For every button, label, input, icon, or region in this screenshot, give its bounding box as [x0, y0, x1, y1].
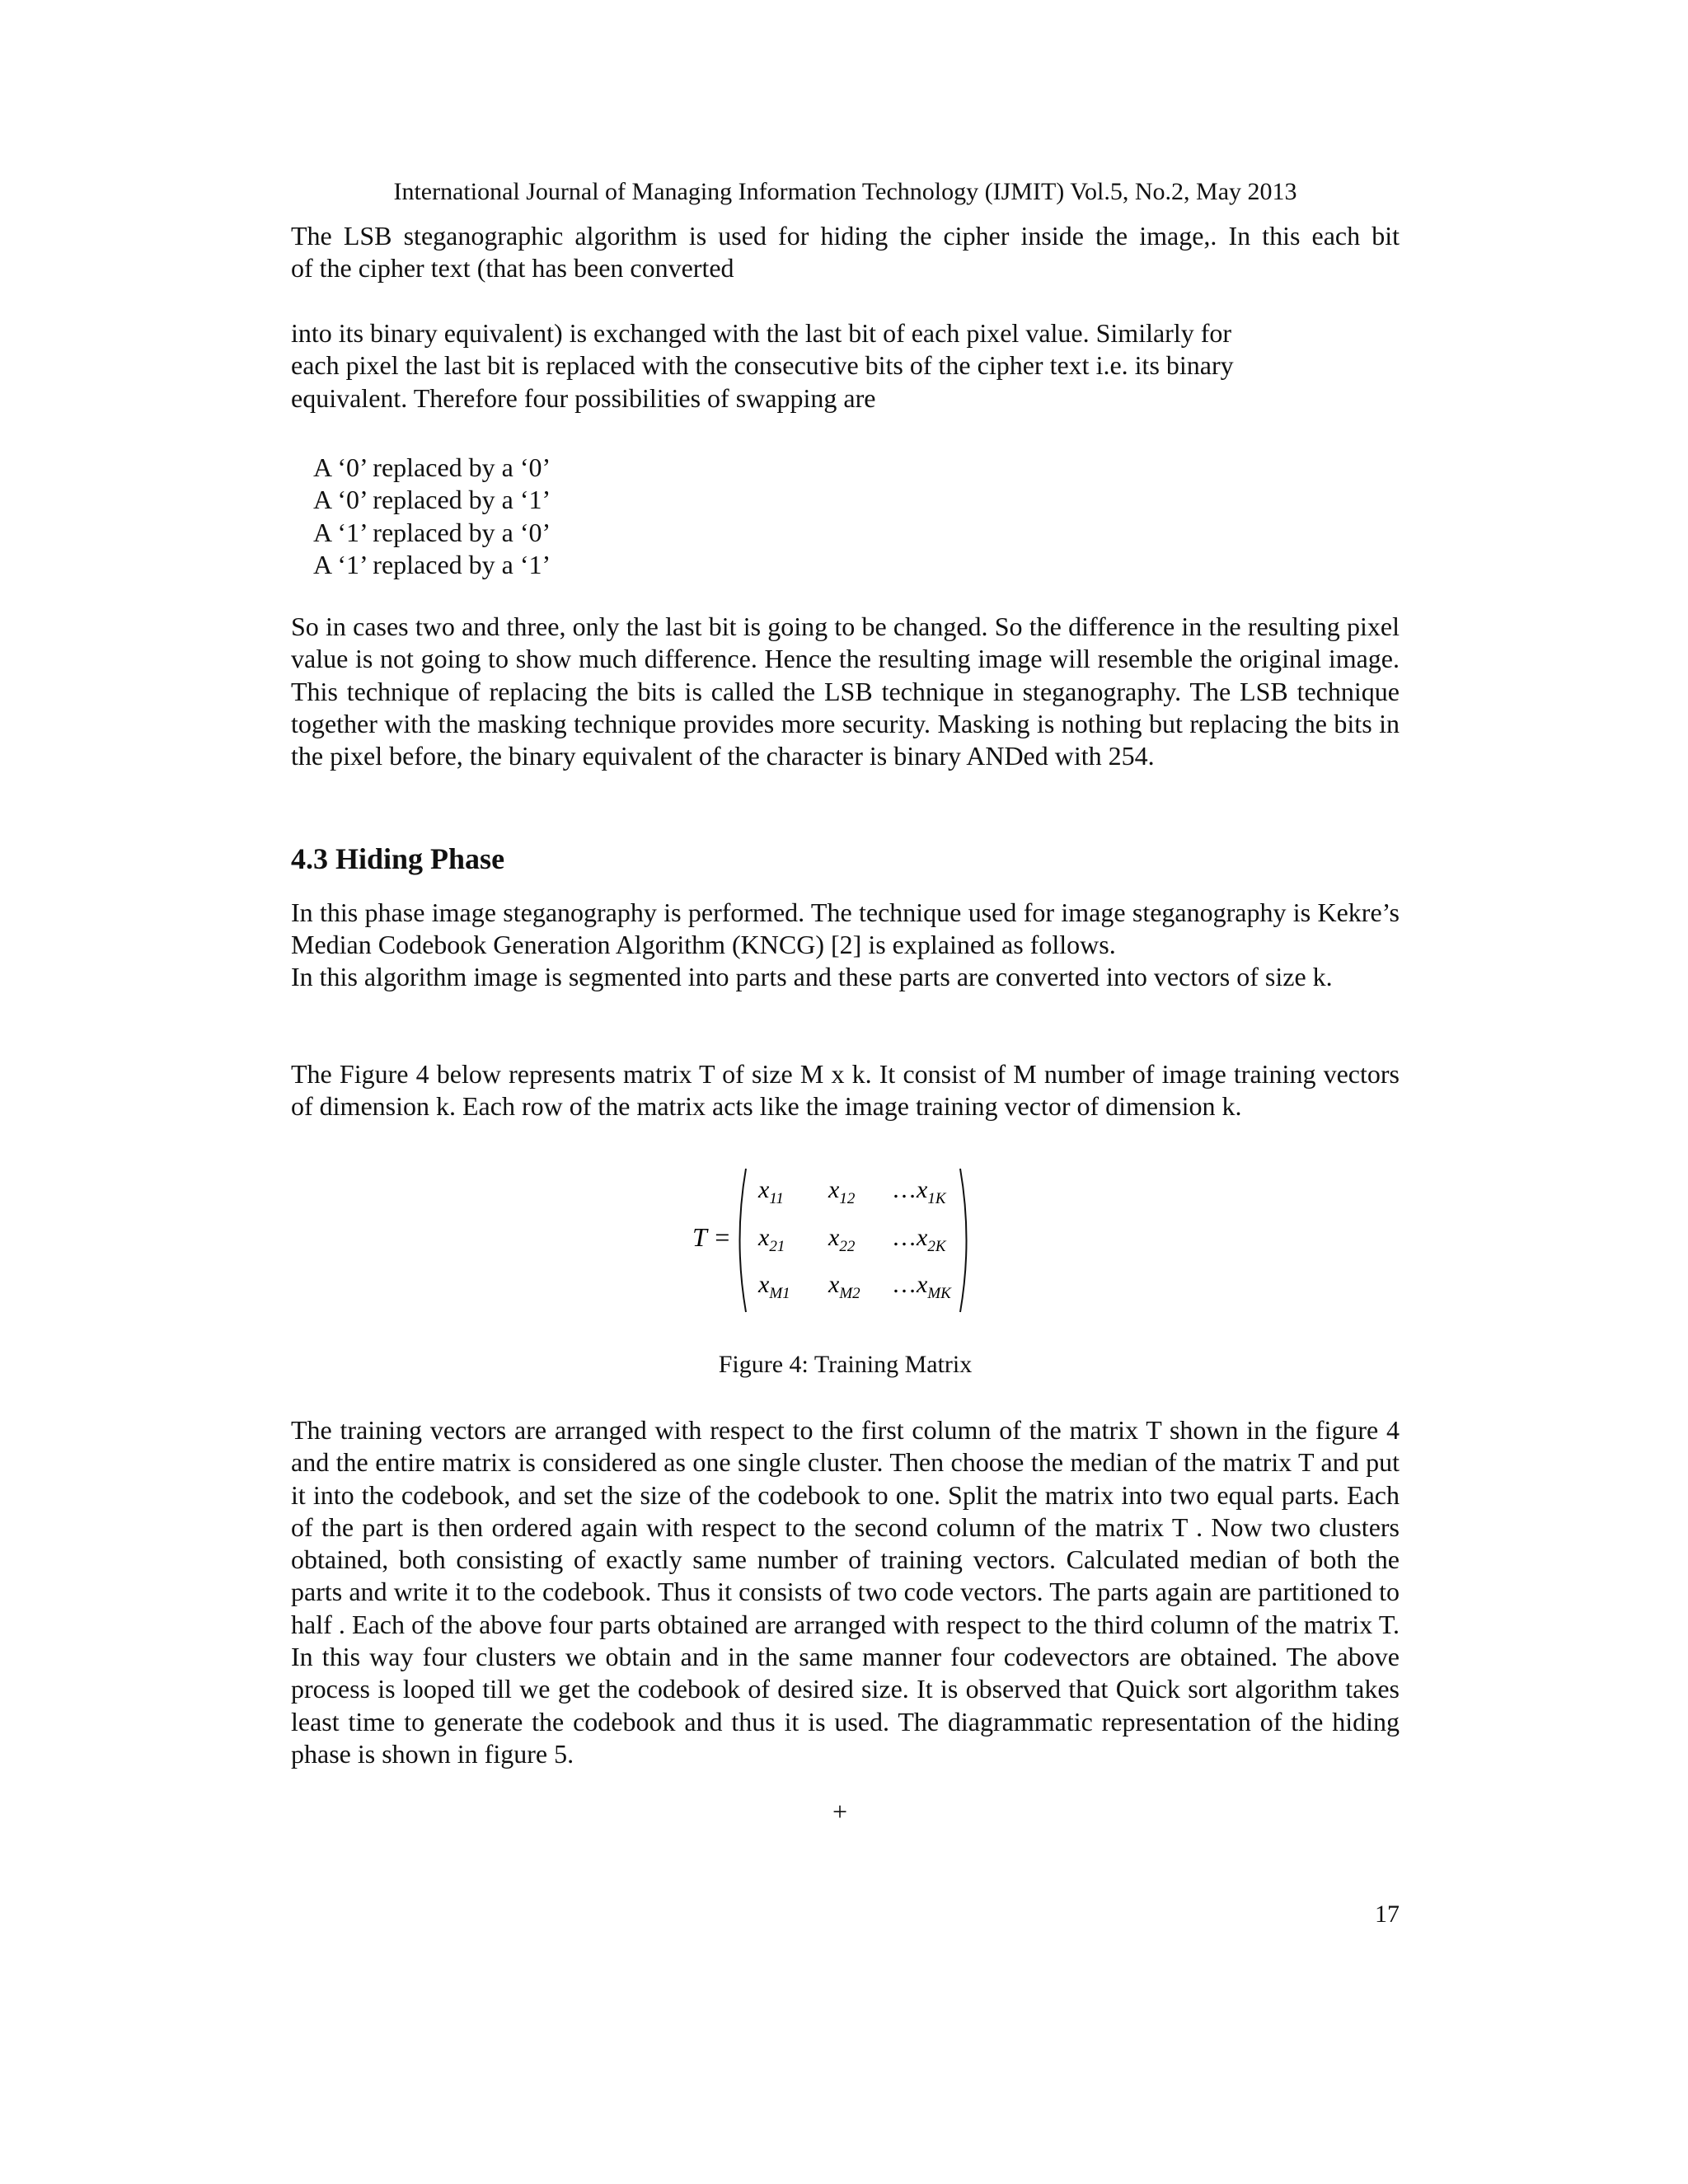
stray-plus-mark: + — [832, 1797, 848, 1826]
lsb-paragraph: So in cases two and three, only the last bit is going to be changed. So the difference in the resulting pixel value is not going to show much difference. Hence the resulting image will resemble the original image. This technique of replacing the bits is called the LSB technique in steganography. The LSB technique together with the masking technique provides more security. Masking is nothing but replacing the bits in the pixel before, the binary equivalent of the character is binary ANDed with 254. — [291, 612, 1400, 771]
matrix-cells — [757, 1176, 952, 1302]
segmentation-paragraph: In this algorithm image is segmented into parts and these parts are converted into vectors of size k. — [291, 962, 1333, 991]
swap-paragraph — [291, 317, 1400, 415]
swap-possibilities-list — [313, 452, 551, 581]
swap-line-2: each pixel the last bit is replaced with the consecutive bits of the cipher text i.e. its binary — [291, 350, 1234, 381]
possibility-item: A ‘0’ replaced by a ‘0’ — [313, 452, 551, 482]
training-matrix-figure — [676, 1166, 1022, 1315]
matrix-entry: $x_{M2}$ — [828, 1271, 860, 1302]
possibility-item: A ‘1’ replaced by a ‘0’ — [313, 517, 551, 547]
running-header: International Journal of Managing Information Technology (IJMIT) Vol.5, No.2, May 2013 — [393, 178, 1297, 205]
matrix-entry: $x_{M1}$ — [758, 1271, 790, 1302]
matrix-entry: $\dots x_{MK}$ — [892, 1271, 951, 1302]
intro-line-1: The LSB steganographic algorithm is used for hiding the cipher inside the image,. In this each bit — [291, 221, 1400, 251]
matrix-entry: $\dots x_{1K}$ — [892, 1176, 946, 1207]
left-parenthesis — [740, 1169, 747, 1312]
matrix-entry: $x_{21}$ — [758, 1224, 785, 1255]
hiding-phase-paragraph: In this phase image steganography is performed. The technique used for image steganography is Kekre’s Median Codebook Generation Algorithm (KNCG) [2] is explained as follows. — [291, 898, 1400, 960]
section-heading: 4.3 Hiding Phase — [291, 842, 505, 875]
codebook-paragraph: The training vectors are arranged with respect to the first column of the matrix T shown in the figure 4 and the entire matrix is considered as one single cluster. Then choose the median of the matrix T and put it into the codebook, and set the size of the codebook to one. Split the matrix into two equal parts. Each of the part is then ordered again with respect to the second column of the matrix T . Now two clusters obtained, both consisting of exactly same number of training vectors. Calculated median of both the parts and write it to the codebook. Thus it consists of two code vectors. The parts again are partitioned to half . Each of the above four parts obtained are arranged with respect to the third column of the matrix T. In this way four clusters we obtain and in the same manner four codevectors are obtained. The above process is looped till we get the codebook of desired size. It is observed that Quick sort algorithm takes least time to generate the codebook and thus it is used. The diagrammatic representation of the hiding phase is shown in figure 5. — [291, 1415, 1400, 1769]
matrix-entry: $x_{12}$ — [828, 1176, 856, 1207]
intro-paragraph — [291, 220, 1400, 285]
matrix-svg — [676, 1166, 1022, 1315]
matrix-entry: $x_{22}$ — [828, 1224, 856, 1255]
figure-caption: Figure 4: Training Matrix — [718, 1351, 973, 1378]
possibility-item: A ‘1’ replaced by a ‘1’ — [313, 549, 551, 579]
page-number: 17 — [1375, 1900, 1400, 1928]
swap-line-3: equivalent. Therefore four possibilities of swapping are — [291, 382, 876, 413]
matrix-entry: $\dots x_{2K}$ — [892, 1224, 946, 1255]
matrix-lhs: T = — [692, 1222, 731, 1252]
intro-line-2: of the cipher text (that has been converted — [291, 253, 734, 284]
matrix-description-paragraph: The Figure 4 below represents matrix T of size M x k. It consist of M number of image training vectors of dimension k. Each row of the matrix acts like the image training vector of dimension k. — [291, 1059, 1400, 1122]
possibility-item: A ‘0’ replaced by a ‘1’ — [313, 485, 551, 515]
right-parenthesis — [960, 1169, 967, 1312]
matrix-entry: $x_{11}$ — [758, 1176, 784, 1207]
swap-line-1: into its binary equivalent) is exchanged with the last bit of each pixel value. Similarly for — [291, 318, 1232, 348]
